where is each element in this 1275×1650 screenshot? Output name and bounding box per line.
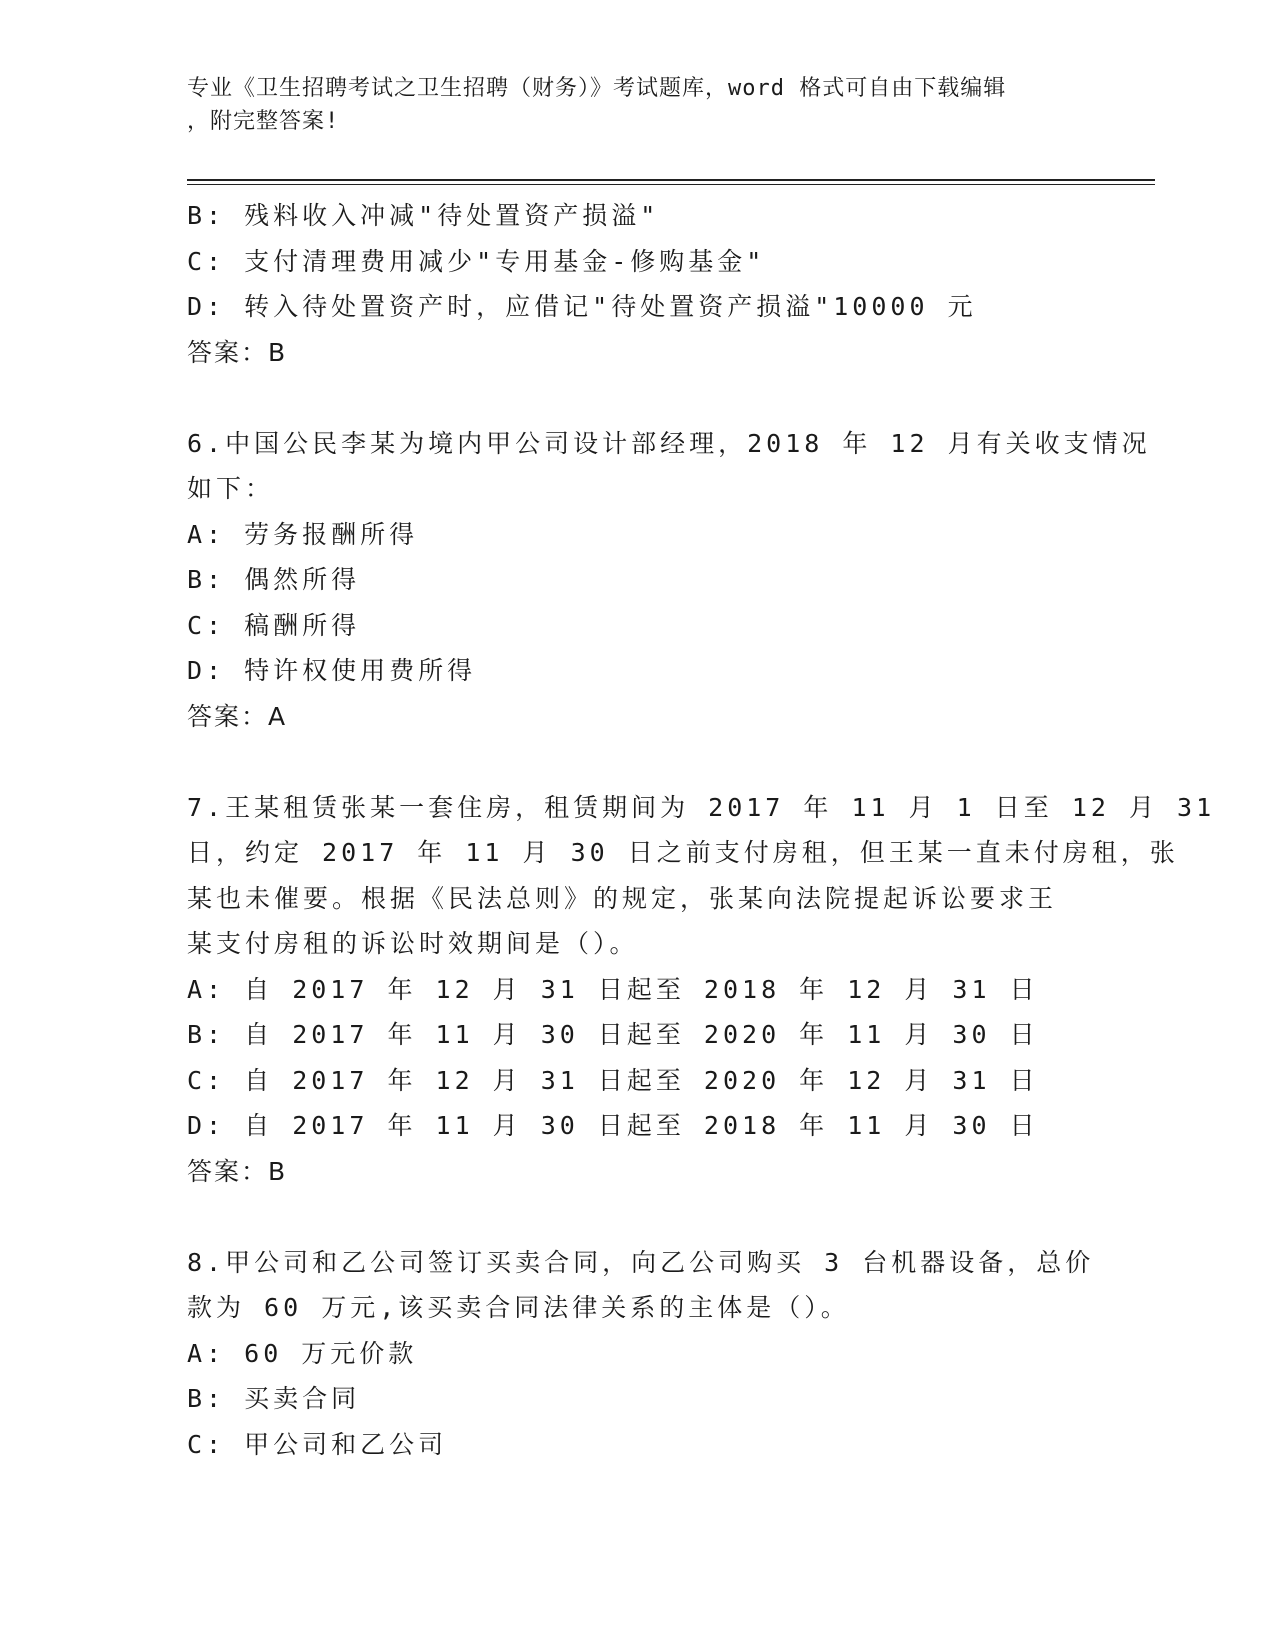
answer-line: 答案：B [187, 337, 288, 367]
header-line-1: 专业《卫生招聘考试之卫生招聘（财务）》考试题库，word 格式可自由下载编辑 [187, 76, 1007, 101]
document-header [187, 72, 1067, 138]
option-b: B: 自 2017 年 11 月 30 日起至 2020 年 11 月 30 日 [187, 1020, 1039, 1049]
option-b: B: 偶然所得 [187, 565, 361, 594]
question-stem-line: 7.王某租赁张某一套住房，租赁期间为 2017 年 11 月 1 日至 12 月 31 [187, 792, 1216, 822]
question-stem-line: 款为 60 万元,该买卖合同法律关系的主体是（）。 [187, 1293, 850, 1322]
option-c: C: 支付清理费用减少"专用基金-修购基金" [187, 246, 766, 276]
question-8 [187, 1240, 1095, 1468]
question-6 [187, 421, 1151, 740]
option-b: B: 买卖合同 [187, 1384, 361, 1413]
option-d: D: 转入待处置资产时，应借记"待处置资产损溢"10000 元 [187, 292, 977, 321]
spacer [187, 375, 1087, 421]
question-5 [187, 193, 1087, 375]
question-stem-line: 8.甲公司和乙公司签订买卖合同，向乙公司购买 3 台机器设备，总价 [187, 1247, 1095, 1277]
spacer [187, 1194, 1087, 1240]
option-b: B: 残料收入冲减"待处置资产损溢" [187, 201, 660, 230]
question-stem-line: 日，约定 2017 年 11 月 30 日之前支付房租，但王某一直未付房租，张 [187, 838, 1179, 867]
question-stem-line: 某也未催要。根据《民法总则》的规定，张某向法院提起诉讼要求王 [187, 883, 1058, 913]
question-stem-line: 如下： [187, 474, 275, 503]
spacer [187, 739, 1087, 785]
question-stem-line: 某支付房租的诉讼时效期间是（）。 [187, 929, 639, 958]
answer-line: 答案：B [187, 1156, 288, 1186]
header-line-2: ，附完整答案! [187, 109, 340, 134]
option-c: C: 自 2017 年 12 月 31 日起至 2020 年 12 月 31 日 [187, 1065, 1039, 1095]
header-divider-thick [187, 179, 1155, 181]
option-a: A: 60 万元价款 [187, 1338, 418, 1368]
answer-line: 答案：A [187, 701, 288, 731]
question-7 [187, 785, 1216, 1195]
option-a: A: 自 2017 年 12 月 31 日起至 2018 年 12 月 31 日 [187, 974, 1039, 1004]
option-c: C: 甲公司和乙公司 [187, 1429, 448, 1459]
header-divider-thin [187, 184, 1155, 185]
option-d: D: 自 2017 年 11 月 30 日起至 2018 年 11 月 30 日 [187, 1111, 1039, 1140]
option-d: D: 特许权使用费所得 [187, 656, 477, 685]
option-a: A: 劳务报酬所得 [187, 519, 419, 549]
option-c: C: 稿酬所得 [187, 610, 361, 640]
question-list [187, 193, 1216, 1467]
question-stem-line: 6.中国公民李某为境内甲公司设计部经理，2018 年 12 月有关收支情况 [187, 428, 1151, 458]
